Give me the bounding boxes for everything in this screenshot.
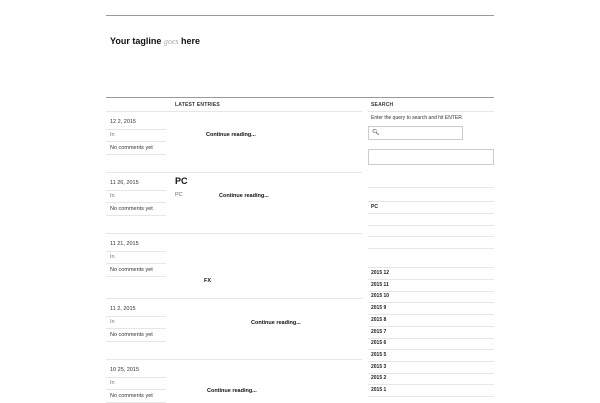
divider — [368, 338, 494, 339]
divider — [368, 267, 494, 268]
divider — [106, 276, 166, 277]
divider — [106, 202, 166, 203]
site-tagline: Your tagline goes here — [110, 36, 201, 46]
post-date: 10 25, 2015 — [110, 367, 140, 373]
archive-link[interactable]: 2015 10 — [371, 293, 390, 300]
search-icon: 🔍︎ — [372, 130, 380, 136]
archive-link[interactable]: 2015 1 — [371, 387, 387, 393]
divider — [368, 236, 494, 237]
post-comments[interactable]: No comments yet — [110, 393, 153, 399]
divider — [368, 302, 494, 303]
post-title[interactable]: PC — [175, 176, 188, 186]
post-category[interactable]: In — [110, 254, 115, 260]
divider — [368, 373, 494, 374]
post-comments[interactable]: No comments yet — [110, 145, 153, 151]
divider — [368, 213, 494, 214]
divider — [106, 341, 166, 342]
post-comments[interactable]: No comments yet — [110, 332, 153, 338]
post-category[interactable]: In — [110, 193, 115, 199]
post-date: 11 26, 2015 — [110, 180, 139, 186]
archive-link[interactable]: 2015 7 — [371, 328, 387, 335]
divider — [368, 291, 494, 292]
search-hint: Enter the query to search and hit ENTER. — [371, 115, 464, 121]
divider — [368, 349, 494, 350]
divider — [368, 187, 494, 188]
post-date: 12 2, 2015 — [110, 119, 136, 125]
post-separator — [106, 298, 362, 299]
divider — [106, 215, 166, 216]
divider — [368, 396, 494, 397]
post-category[interactable]: In — [110, 132, 115, 138]
archive-link[interactable]: 2015 5 — [371, 351, 387, 358]
post-separator — [106, 233, 362, 234]
latest-entries-heading: LATEST ENTRIES — [175, 102, 220, 108]
post-separator — [106, 359, 362, 360]
archive-link[interactable]: 2015 9 — [371, 305, 387, 312]
archive-link[interactable]: 2015 12 — [371, 270, 390, 276]
top-rule — [106, 15, 494, 16]
post-excerpt: PC — [175, 192, 183, 198]
category-link-pc[interactable]: PC — [371, 204, 378, 210]
divider — [368, 225, 494, 226]
divider — [106, 111, 362, 112]
divider — [106, 389, 166, 390]
continue-reading-link[interactable]: FX — [204, 278, 212, 284]
divider — [368, 248, 494, 249]
continue-reading-link[interactable]: Continue reading... — [251, 320, 301, 326]
archive-link[interactable]: 2015 11 — [371, 281, 389, 288]
divider — [368, 326, 494, 327]
widget-box — [368, 149, 494, 165]
archive-link[interactable]: 2015 6 — [371, 340, 387, 347]
divider — [106, 141, 166, 142]
search-heading: SEARCH — [371, 102, 394, 108]
archive-link[interactable]: 2015 3 — [371, 363, 387, 370]
continue-reading-link[interactable]: Continue reading... — [219, 193, 269, 199]
divider — [106, 154, 166, 155]
divider — [106, 263, 166, 264]
archive-link[interactable]: 2015 8 — [371, 316, 387, 323]
divider — [368, 201, 494, 202]
divider — [368, 314, 494, 315]
post-date: 11 2, 2015 — [110, 306, 136, 312]
post-date: 11 21, 2015 — [110, 241, 139, 247]
post-category[interactable]: In — [110, 380, 115, 386]
post-comments[interactable]: No comments yet — [110, 267, 153, 273]
divider — [106, 377, 166, 378]
divider — [368, 111, 494, 112]
post-separator — [106, 172, 362, 173]
divider — [368, 384, 494, 385]
post-category[interactable]: In — [110, 319, 115, 325]
continue-reading-link[interactable]: Continue reading... — [206, 132, 256, 138]
divider — [368, 361, 494, 362]
archive-link[interactable]: 2015 2 — [371, 375, 387, 382]
divider — [106, 190, 166, 191]
divider — [106, 129, 166, 130]
divider — [106, 316, 166, 317]
section-rule — [106, 97, 494, 98]
search-input[interactable] — [368, 126, 463, 140]
post-comments[interactable]: No comments yet — [110, 206, 153, 212]
divider — [106, 328, 166, 329]
continue-reading-link[interactable]: Continue reading... — [207, 388, 257, 394]
divider — [368, 279, 494, 280]
divider — [106, 251, 166, 252]
